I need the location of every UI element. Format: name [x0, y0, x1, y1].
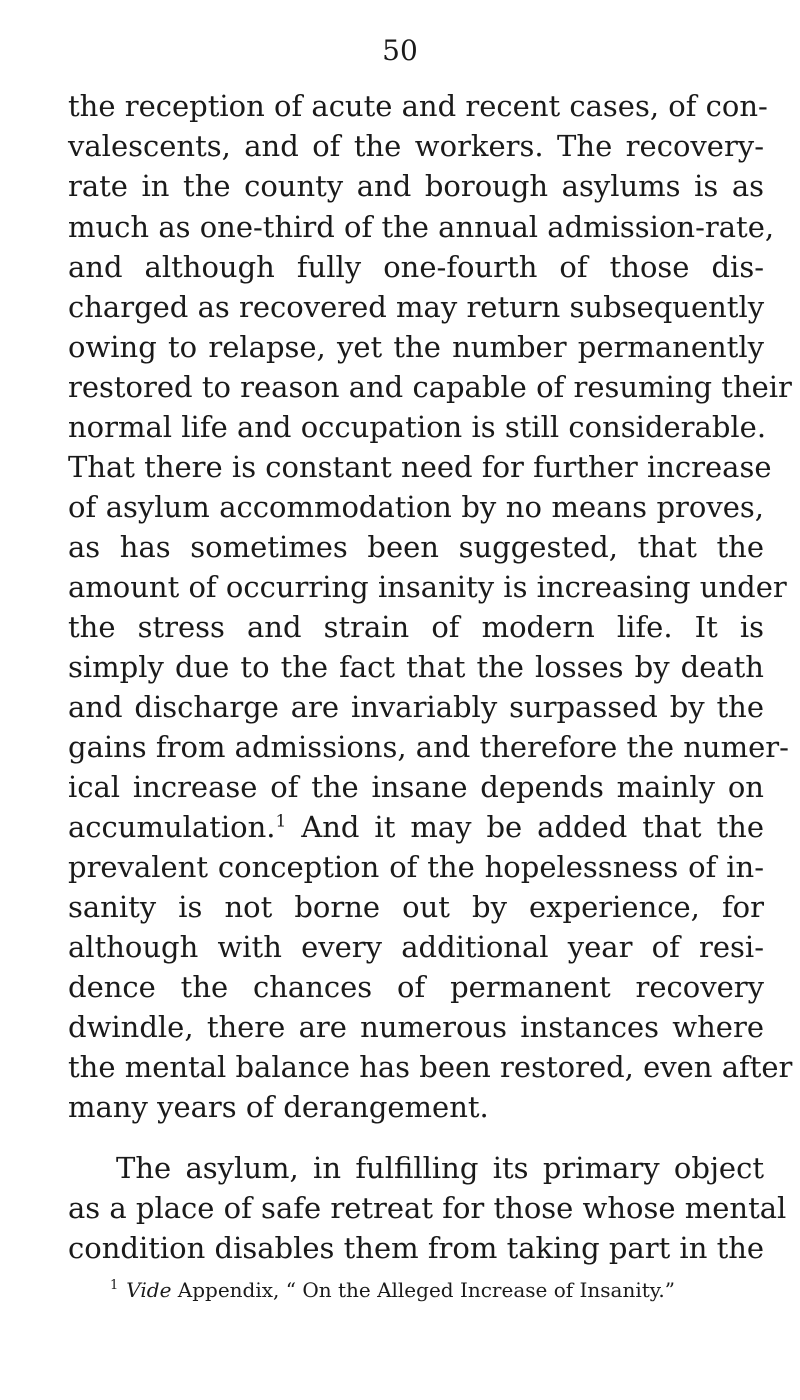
- text-line: the stress and strain of modern life. It is: [68, 610, 764, 644]
- text-line: The asylum, in fulfilling its primary object: [116, 1151, 764, 1185]
- text-segment: accumulation.: [68, 810, 276, 844]
- text-line: dwindle, there are numerous instances where: [68, 1010, 764, 1044]
- text-line: much as one-third of the annual admission-rate,: [68, 210, 775, 244]
- text-line: prevalent conception of the hopelessness of in-: [68, 850, 764, 884]
- text-line: charged as recovered may return subsequently: [68, 290, 765, 324]
- text-line: normal life and occupation is still considerable.: [68, 410, 767, 444]
- footnote: [110, 1276, 764, 1304]
- text-line: as has sometimes been suggested, that the: [68, 530, 764, 564]
- text-line: and discharge are invariably surpassed by the: [68, 690, 764, 724]
- text-line: the mental balance has been restored, even after: [68, 1050, 793, 1084]
- text-line: ical increase of the insane depends mainly on: [68, 770, 764, 804]
- text-line: the reception of acute and recent cases, of con-: [68, 89, 768, 123]
- footnote-reference: 1: [275, 811, 287, 832]
- text-line: simply due to the fact that the losses by death: [68, 650, 764, 684]
- text-line-with-footnote-ref: [68, 807, 764, 847]
- footnote-marker: 1: [110, 1278, 119, 1294]
- text-line: condition disables them from taking part in the: [68, 1231, 765, 1265]
- text-line: sanity is not borne out by experience, for: [68, 890, 764, 924]
- text-line: gains from admissions, and therefore the numer-: [68, 730, 789, 764]
- text-line: and although fully one-fourth of those dis-: [68, 250, 764, 284]
- text-line: of asylum accommodation by no means proves,: [68, 490, 764, 524]
- footnote-text: Appendix, “ On the Alleged Increase of Insanity.”: [171, 1278, 676, 1302]
- text-line: as a place of safe retreat for those whose mental: [68, 1191, 787, 1225]
- text-line: many years of derangement.: [68, 1090, 489, 1124]
- text-line: restored to reason and capable of resuming their: [68, 370, 792, 404]
- text-line: valescents, and of the workers. The recovery-: [68, 129, 764, 163]
- text-line: although with every additional year of resi-: [68, 930, 764, 964]
- text-line: amount of occurring insanity is increasing under: [68, 570, 787, 604]
- text-segment: And it may be added that the: [286, 810, 764, 844]
- text-line: owing to relapse, yet the number permanently: [68, 330, 764, 364]
- text-line: dence the chances of permanent recovery: [68, 970, 764, 1004]
- text-line: That there is constant need for further increase: [68, 450, 772, 484]
- text-line: rate in the county and borough asylums is as: [68, 169, 764, 203]
- footnote-italic-text: Vide: [126, 1278, 172, 1302]
- page-number: 50: [382, 34, 418, 67]
